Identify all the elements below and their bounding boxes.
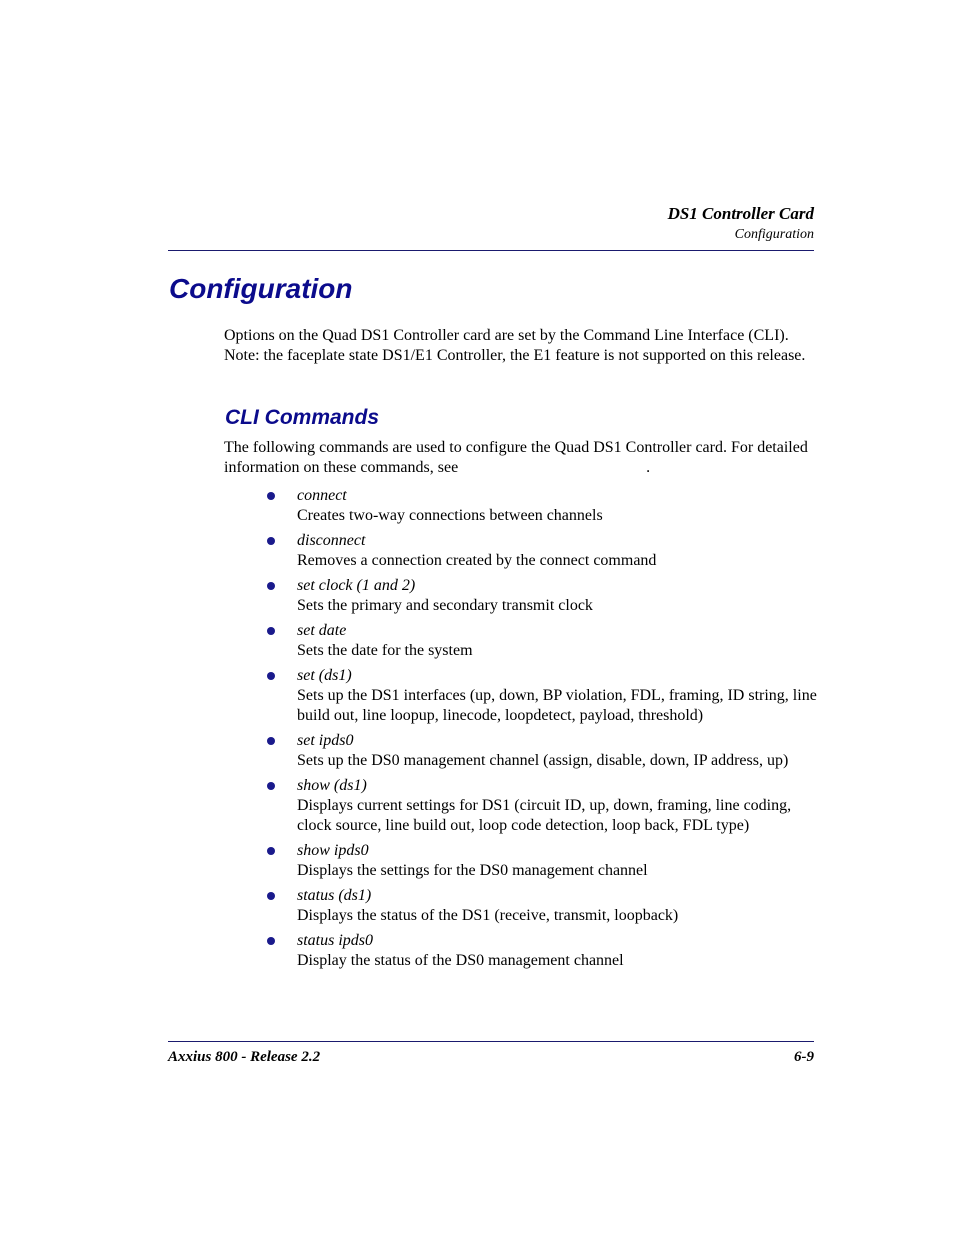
command-name: disconnect	[297, 532, 366, 549]
header-chapter-title: DS1 Controller Card	[667, 204, 814, 223]
section-intro: Options on the Quad DS1 Controller card are set by the Command Line Interface (CLI). Note: the faceplate state DS1/E1 Controller, the E1 feature is not supported on this release.	[224, 327, 806, 364]
command-name: connect	[297, 487, 347, 504]
command-name: show ipds0	[297, 842, 369, 859]
list-item	[262, 621, 822, 661]
bullet-icon	[267, 672, 275, 680]
list-item	[262, 841, 822, 881]
command-description: Creates two-way connections between channels	[297, 507, 603, 524]
bullet-icon	[267, 492, 275, 500]
command-description: Sets up the DS0 management channel (assign, disable, down, IP address, up)	[297, 752, 789, 769]
command-description: Displays the status of the DS1 (receive, transmit, loopback)	[297, 907, 679, 924]
running-footer	[168, 1046, 814, 1068]
command-name: set (ds1)	[297, 667, 352, 684]
command-description: Displays current settings for DS1 (circuit ID, up, down, framing, line coding, clock source, line build out, loop code detection, loop back, FDL type)	[297, 797, 792, 834]
bullet-icon	[267, 582, 275, 590]
command-description: Sets the date for the system	[297, 642, 473, 659]
header-divider	[168, 250, 814, 251]
footer-divider	[168, 1041, 814, 1042]
command-description: Display the status of the DS0 management channel	[297, 952, 624, 969]
list-item	[262, 886, 822, 926]
list-item	[262, 576, 822, 616]
command-name: status (ds1)	[297, 887, 372, 904]
list-item	[262, 731, 822, 771]
command-description: Displays the settings for the DS0 management channel	[297, 862, 648, 879]
bullet-icon	[267, 782, 275, 790]
bullet-icon	[267, 627, 275, 635]
command-name: show (ds1)	[297, 777, 367, 794]
list-item	[262, 776, 822, 836]
bullet-icon	[267, 737, 275, 745]
command-description: Removes a connection created by the connect command	[297, 552, 657, 569]
running-header	[168, 203, 814, 245]
command-list	[262, 486, 822, 976]
command-description: Sets the primary and secondary transmit clock	[297, 597, 593, 614]
command-name: set ipds0	[297, 732, 354, 749]
list-item	[262, 531, 822, 571]
command-name: status ipds0	[297, 932, 374, 949]
bullet-icon	[267, 892, 275, 900]
list-item	[262, 666, 822, 726]
header-section-name: Configuration	[734, 227, 814, 242]
bullet-icon	[267, 537, 275, 545]
footer-product-release: Axxius 800 - Release 2.2	[168, 1049, 321, 1065]
section-title: Configuration	[169, 273, 353, 304]
command-name: set date	[297, 622, 347, 639]
footer-page-number: 6-9	[794, 1049, 814, 1065]
subsection-title: CLI Commands	[225, 406, 380, 429]
bullet-icon	[267, 937, 275, 945]
list-item	[262, 486, 822, 526]
command-description: Sets up the DS1 interfaces (up, down, BP violation, FDL, framing, ID string, line build out, line loopup, linecode, loopdetect, payload, threshold)	[297, 687, 817, 724]
subsection-intro-end: .	[646, 459, 651, 476]
subsection-intro	[224, 438, 816, 478]
bullet-icon	[267, 847, 275, 855]
list-item	[262, 931, 822, 971]
command-name: set clock (1 and 2)	[297, 577, 416, 594]
subsection-intro-text: The following commands are used to configure the Quad DS1 Controller card. For detailed information on these commands, see	[224, 439, 808, 476]
